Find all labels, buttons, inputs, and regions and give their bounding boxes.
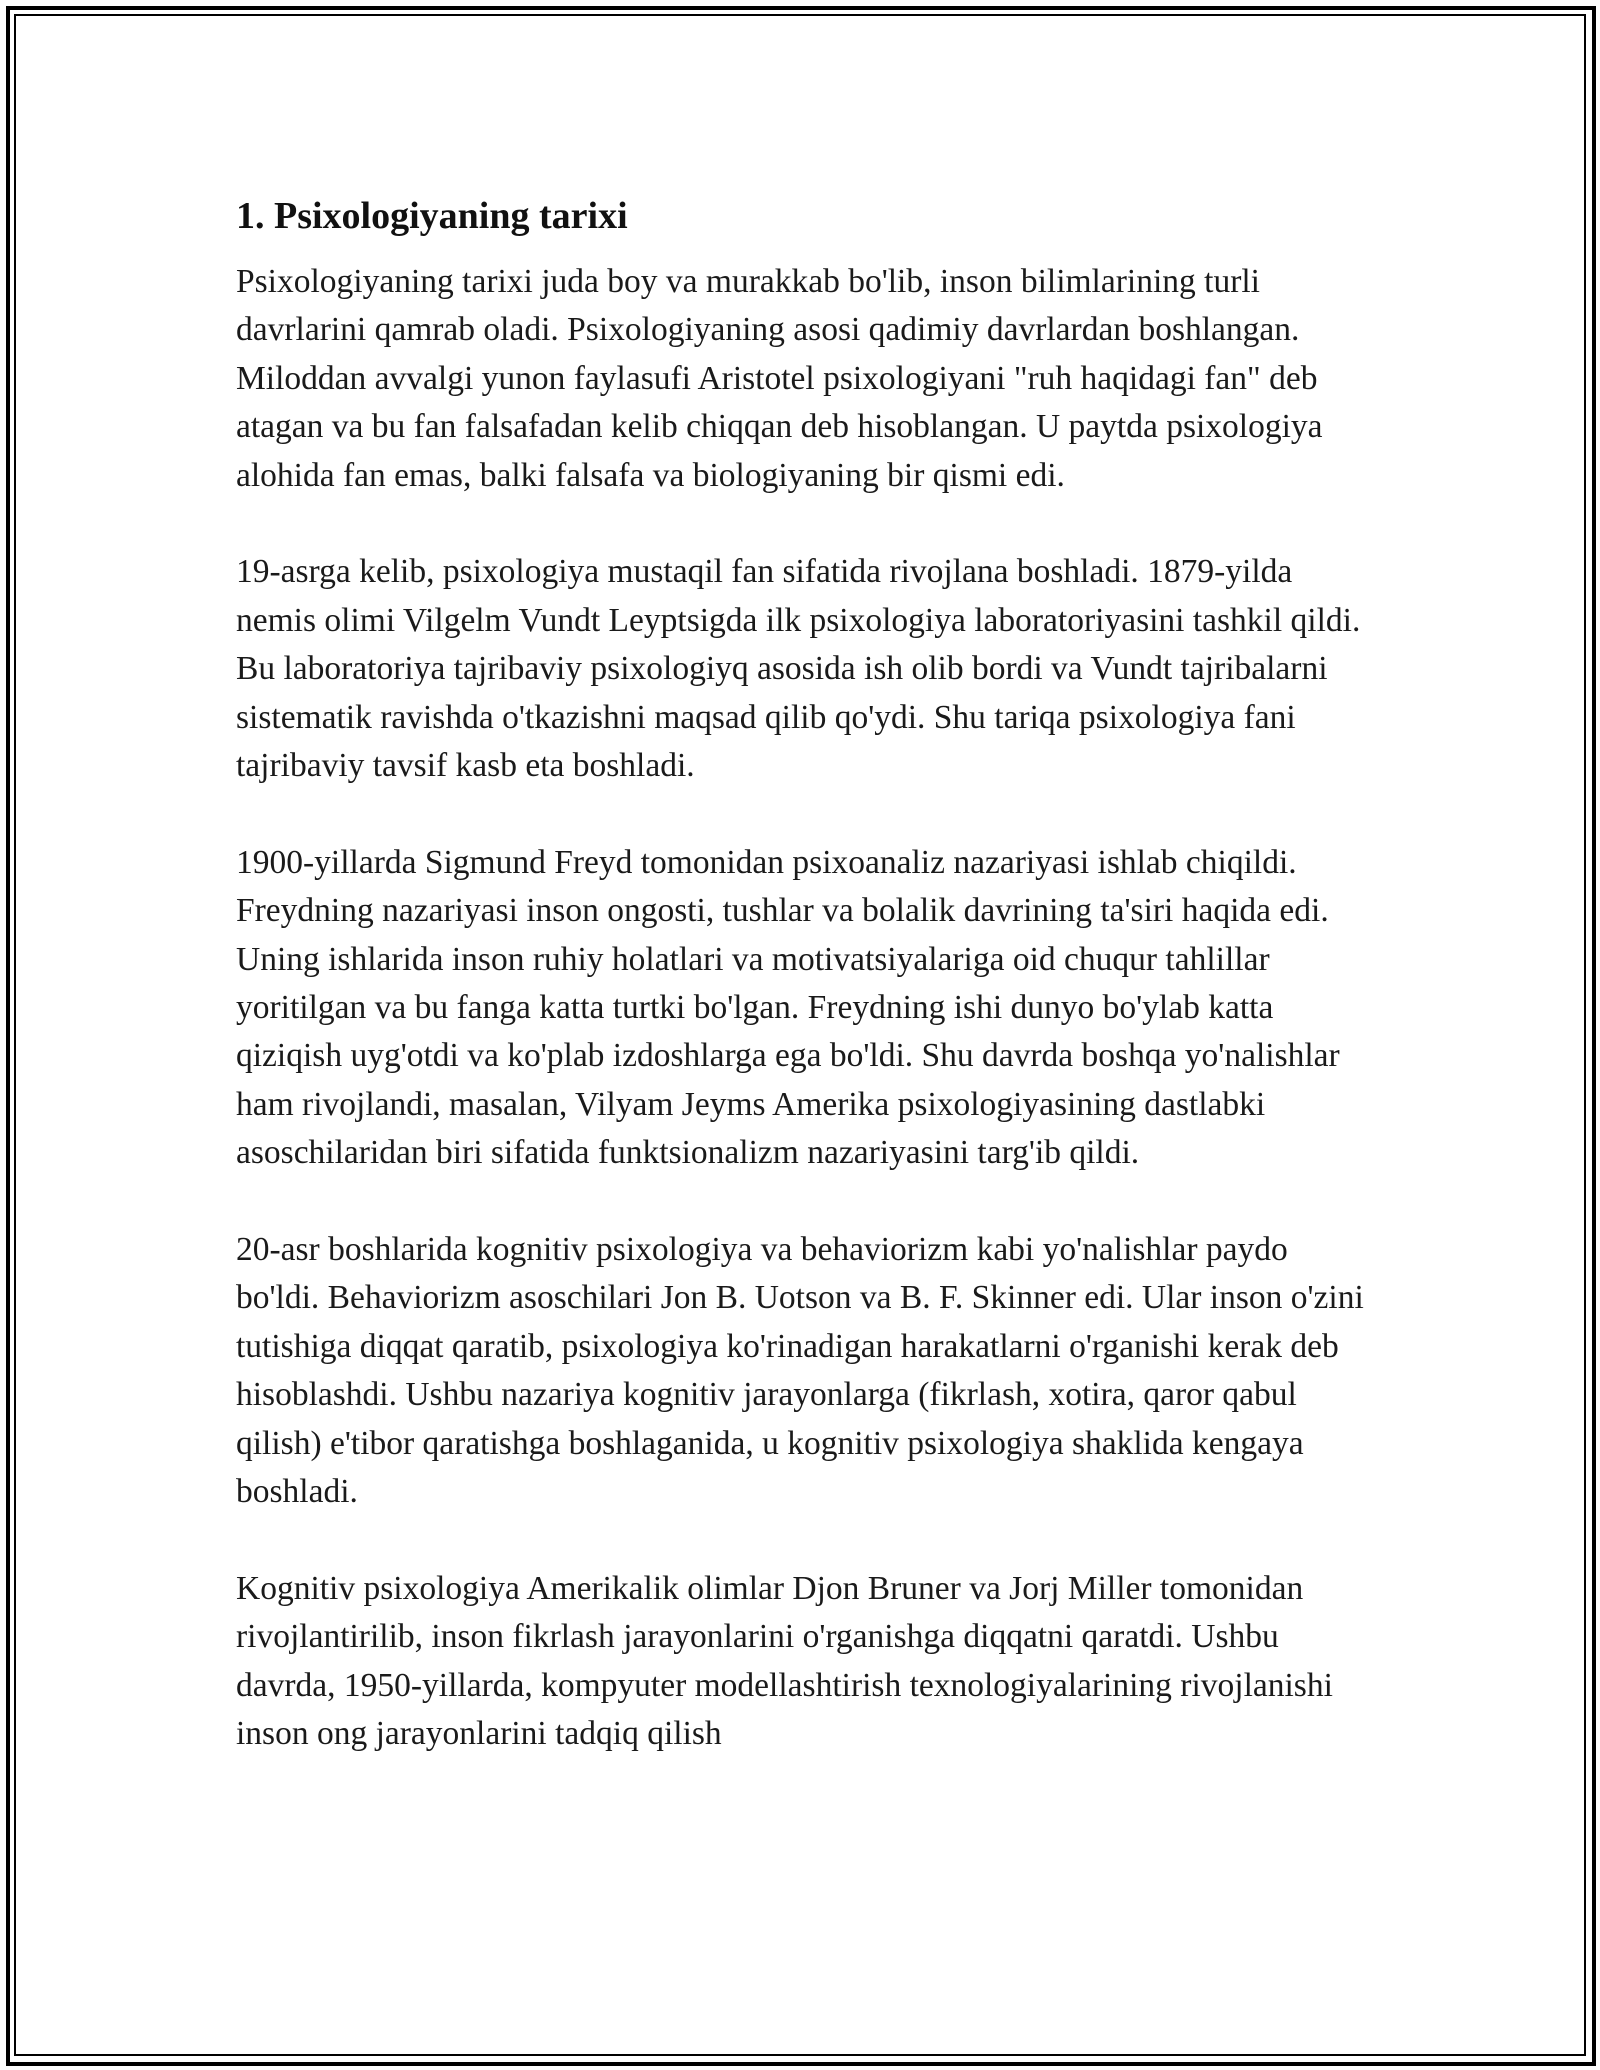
paragraph-19th-century: 19-asrga kelib, psixologiya mustaqil fan sifatida rivojlana boshladi. 1879-yilda nemis olimi Vilgelm Vundt Leyptsigda ilk psixologiya laboratoriyasini tashkil qildi. Bu laboratoriya tajribaviy psixologiyq asosida ish olib bordi va Vundt tajribalarni sistematik ravishda o'tkazishni maqsad qilib qo'ydi. Shu tariqa psixologiya fani tajribaviy tavsif kasb eta boshladi. (236, 553, 1361, 785)
document-body (236, 188, 1376, 1759)
paragraph-ancient-origins: Psixologiyaning tarixi juda boy va murakkab bo'lib, inson bilimlarining turli davrlarini qamrab oladi. Psixologiyaning asosi qadimiy davrlardan boshlangan. Miloddan avvalgi yunon faylasufi Aristotel psixologiyani "ruh haqidagi fan" deb atagan va bu fan falsafadan kelib chiqqan deb hisoblangan. U paytda psixologiya alohida fan emas, balki falsafa va biologiyaning bir qismi edi. (236, 263, 1323, 494)
paragraph-cognitive: Kognitiv psixologiya Amerikalik olimlar Djon Bruner va Jorj Miller tomonidan rivojlantirilib, inson fikrlash jarayonlarini o'rganishga diqqatni qaratdi. Ushbu davrda, 1950-yillarda, kompyuter modellashtirish texnologiyalarining rivojlanishi inson ong jarayonlarini tadqiq qilish (236, 1569, 1333, 1753)
section-heading: 1. Psixologiyaning tarixi (236, 195, 628, 237)
paragraph-behaviorism: 20-asr boshlarida kognitiv psixologiya va behaviorizm kabi yo'nalishlar paydo bo'ldi. Behaviorizm asoschilari Jon B. Uotson va B. F. Skinner edi. Ular inson o'zini tutishiga diqqat qaratib, psixologiya ko'rinadigan harakatlarni o'rganishi kerak deb hisoblashdi. Ushbu nazariya kognitiv jarayonlarga (fikrlash, xotira, qaror qabul qilish) e'tibor qaratishga boshlaganida, u kognitiv psixologiya shaklida kengaya boshladi. (236, 1231, 1364, 1511)
paragraph-freud: 1900-yillarda Sigmund Freyd tomonidan psixoanaliz nazariyasi ishlab chiqildi. Freydning nazariyasi inson ongosti, tushlar va bolalik davrining ta'siri haqida edi. Uning ishlarida inson ruhiy holatlari va motivatsiyalariga oid chuqur tahlillar yoritilgan va bu fanga katta turtki bo'lgan. Freydning ishi dunyo bo'ylab katta qiziqish uyg'otdi va ko'plab izdoshlarga ega bo'ldi. Shu davrda boshqa yo'nalishlar ham rivojlandi, masalan, Vilyam Jeyms Amerika psixologiyasining dastlabki asoschilaridan biri sifatida funktsionalizm nazariyasini targ'ib qildi. (236, 843, 1340, 1172)
